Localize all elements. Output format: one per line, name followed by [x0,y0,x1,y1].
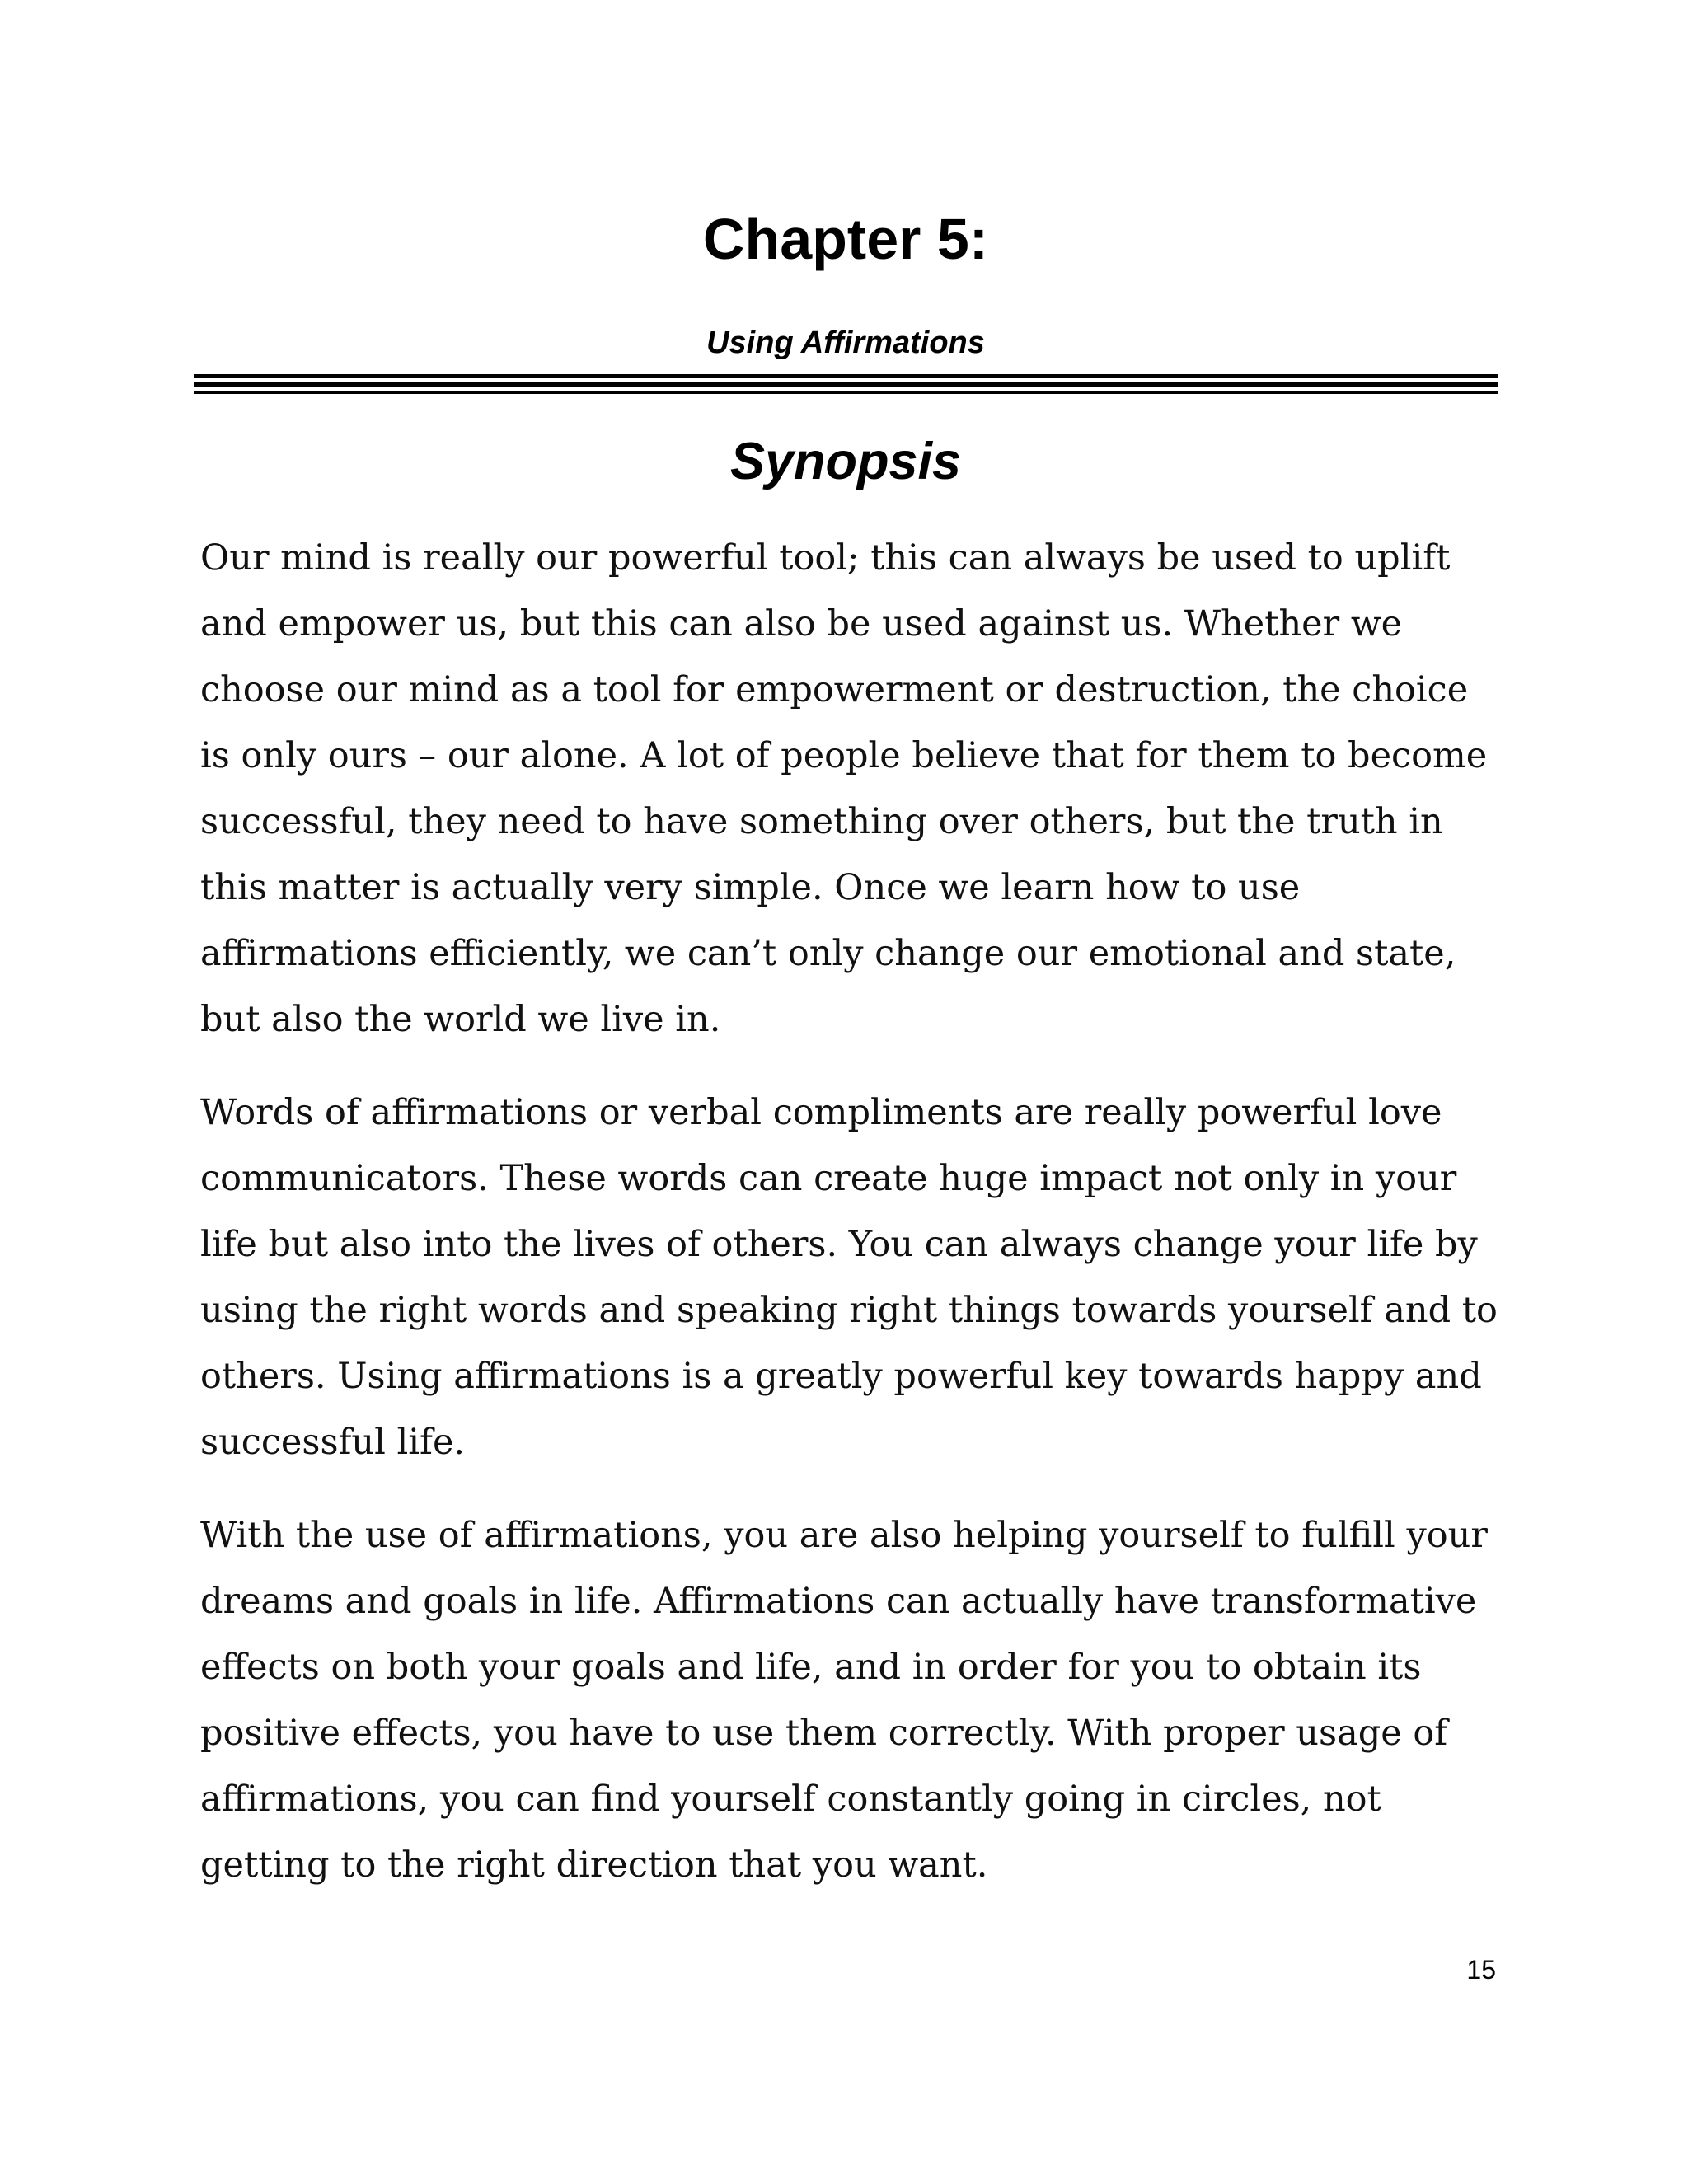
section-heading: Synopsis [729,433,962,490]
title-divider-line [194,374,1498,378]
chapter-subtitle: Using Affirmations [706,326,985,360]
title-divider-line [194,382,1498,387]
chapter-title: Chapter 5: [702,207,989,271]
page-number: 15 [1466,1955,1496,1985]
paragraph: With the use of affirmations, you are also helping yourself to fulfill your dreams and goals in life. Affirmations can actually have transformative effects on both your goals and life, and in order for you to obtain its positive effects, you have to use them correctly. With proper usage of affirmations, you can find yourself constantly going in circles, not getting to the right direction that you want. [200,1515,1488,1886]
paragraph: Words of affirmations or verbal compliments are really powerful love communicators. These words can create huge impact not only in your life but also into the lives of others. You can always change your life by using the right words and speaking right things towards yourself and to others. Using affirmations is a greatly powerful key towards happy and successful life. [200,1092,1498,1463]
body-text [200,525,1503,1925]
paragraph: Our mind is really our powerful tool; this can always be used to uplift and empower us, but this can also be used against us. Whether we choose our mind as a tool for empowerment or destruction, the choice is only ours – our alone. A lot of people believe that for them to become successful, they need to have something over others, but the truth in this matter is actually very simple. Once we learn how to use affirmations efficiently, we can’t only change our emotional and state, but also the world we live in. [200,537,1488,1040]
title-divider-line [194,391,1498,394]
